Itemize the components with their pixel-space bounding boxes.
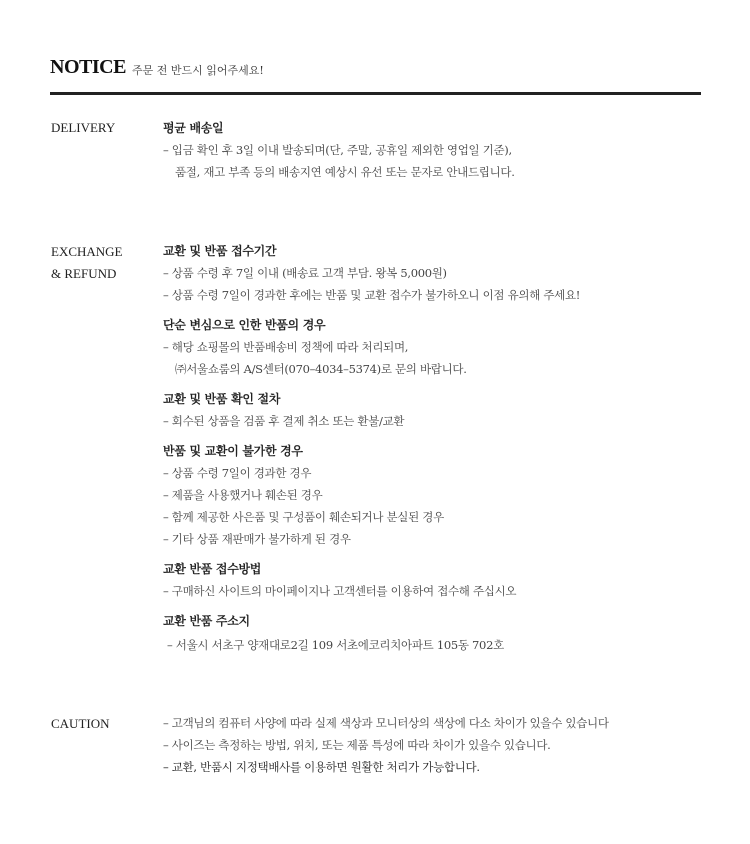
- caution-line: – 교환, 반품시 지정택배사를 이용하면 원활한 처리가 가능합니다.: [163, 760, 480, 774]
- exchange-group-heading: 교환 반품 주소지: [163, 614, 250, 628]
- caution-line: – 고객님의 컴퓨터 사양에 따라 실제 색상과 모니터상의 색상에 다소 차이가 있을수 있습니다: [163, 716, 609, 730]
- exchange-group-heading: 교환 및 반품 확인 절차: [163, 392, 281, 406]
- exchange-group-line: – 해당 쇼핑몰의 반품배송비 정책에 따라 처리되며,: [163, 340, 409, 354]
- delivery-heading: 평균 배송일: [163, 121, 224, 135]
- exchange-group-heading: 교환 및 반품 접수기간: [163, 244, 277, 258]
- exchange-group-line: – 상품 수령 7일이 경과한 후에는 반품 및 교환 접수가 불가하오니 이점 유의해 주세요!: [163, 288, 581, 302]
- exchange-group-line: – 상품 수령 후 7일 이내 (배송료 고객 부담. 왕복 5,000원): [163, 266, 447, 280]
- exchange-label-line1: EXCHANGE: [51, 244, 123, 259]
- exchange-group-line: – 제품을 사용했거나 훼손된 경우: [163, 488, 323, 502]
- notice-header: [50, 52, 701, 95]
- exchange-label: [51, 241, 123, 285]
- notice-title: NOTICE: [50, 56, 126, 78]
- exchange-group-procedure: [163, 388, 703, 432]
- notice-subtitle: 주문 전 반드시 읽어주세요!: [132, 64, 264, 77]
- exchange-group-period: [163, 240, 703, 306]
- exchange-group-heading: 반품 및 교환이 불가한 경우: [163, 444, 303, 458]
- exchange-group-line: – 구매하신 사이트의 마이페이지나 고객센터를 이용하여 접수해 주십시오: [163, 584, 517, 598]
- caution-section: [163, 712, 703, 778]
- exchange-group-line: – 함께 제공한 사은품 및 구성품이 훼손되거나 분실된 경우: [163, 510, 444, 524]
- exchange-group-method: [163, 558, 703, 602]
- exchange-group-heading: 단순 변심으로 인한 반품의 경우: [163, 318, 326, 332]
- exchange-label-line2: & REFUND: [51, 266, 117, 281]
- exchange-group-simple-change: [163, 314, 703, 380]
- exchange-group-not-allowed: [163, 440, 703, 550]
- exchange-group-line: – 상품 수령 7일이 경과한 경우: [163, 466, 312, 480]
- exchange-group-heading: 교환 반품 접수방법: [163, 562, 262, 576]
- delivery-line: – 입금 확인 후 3일 이내 발송되며(단, 주말, 공휴일 제외한 영업일 기준),: [163, 143, 512, 157]
- delivery-section: [163, 117, 703, 183]
- exchange-group-line: – 회수된 상품을 검품 후 결제 취소 또는 환불/교환: [163, 414, 405, 428]
- exchange-group-address: [163, 610, 703, 656]
- exchange-group-line: – 기타 상품 재판매가 불가하게 된 경우: [163, 532, 351, 546]
- caution-line: – 사이즈는 측정하는 방법, 위치, 또는 제품 특성에 따라 차이가 있을수 있습니다.: [163, 738, 551, 752]
- delivery-line: 품절, 재고 부족 등의 배송지연 예상시 유선 또는 문자로 안내드립니다.: [175, 165, 515, 179]
- delivery-label: DELIVERY: [51, 120, 116, 135]
- exchange-address-line: – 서울시 서초구 양재대로2길 109 서초에코리치아파트 105동 702호: [167, 638, 504, 652]
- caution-label: CAUTION: [51, 716, 110, 731]
- exchange-group-line: ㈜서울쇼룸의 A/S센터(070–4034–5374)로 문의 바랍니다.: [175, 362, 467, 376]
